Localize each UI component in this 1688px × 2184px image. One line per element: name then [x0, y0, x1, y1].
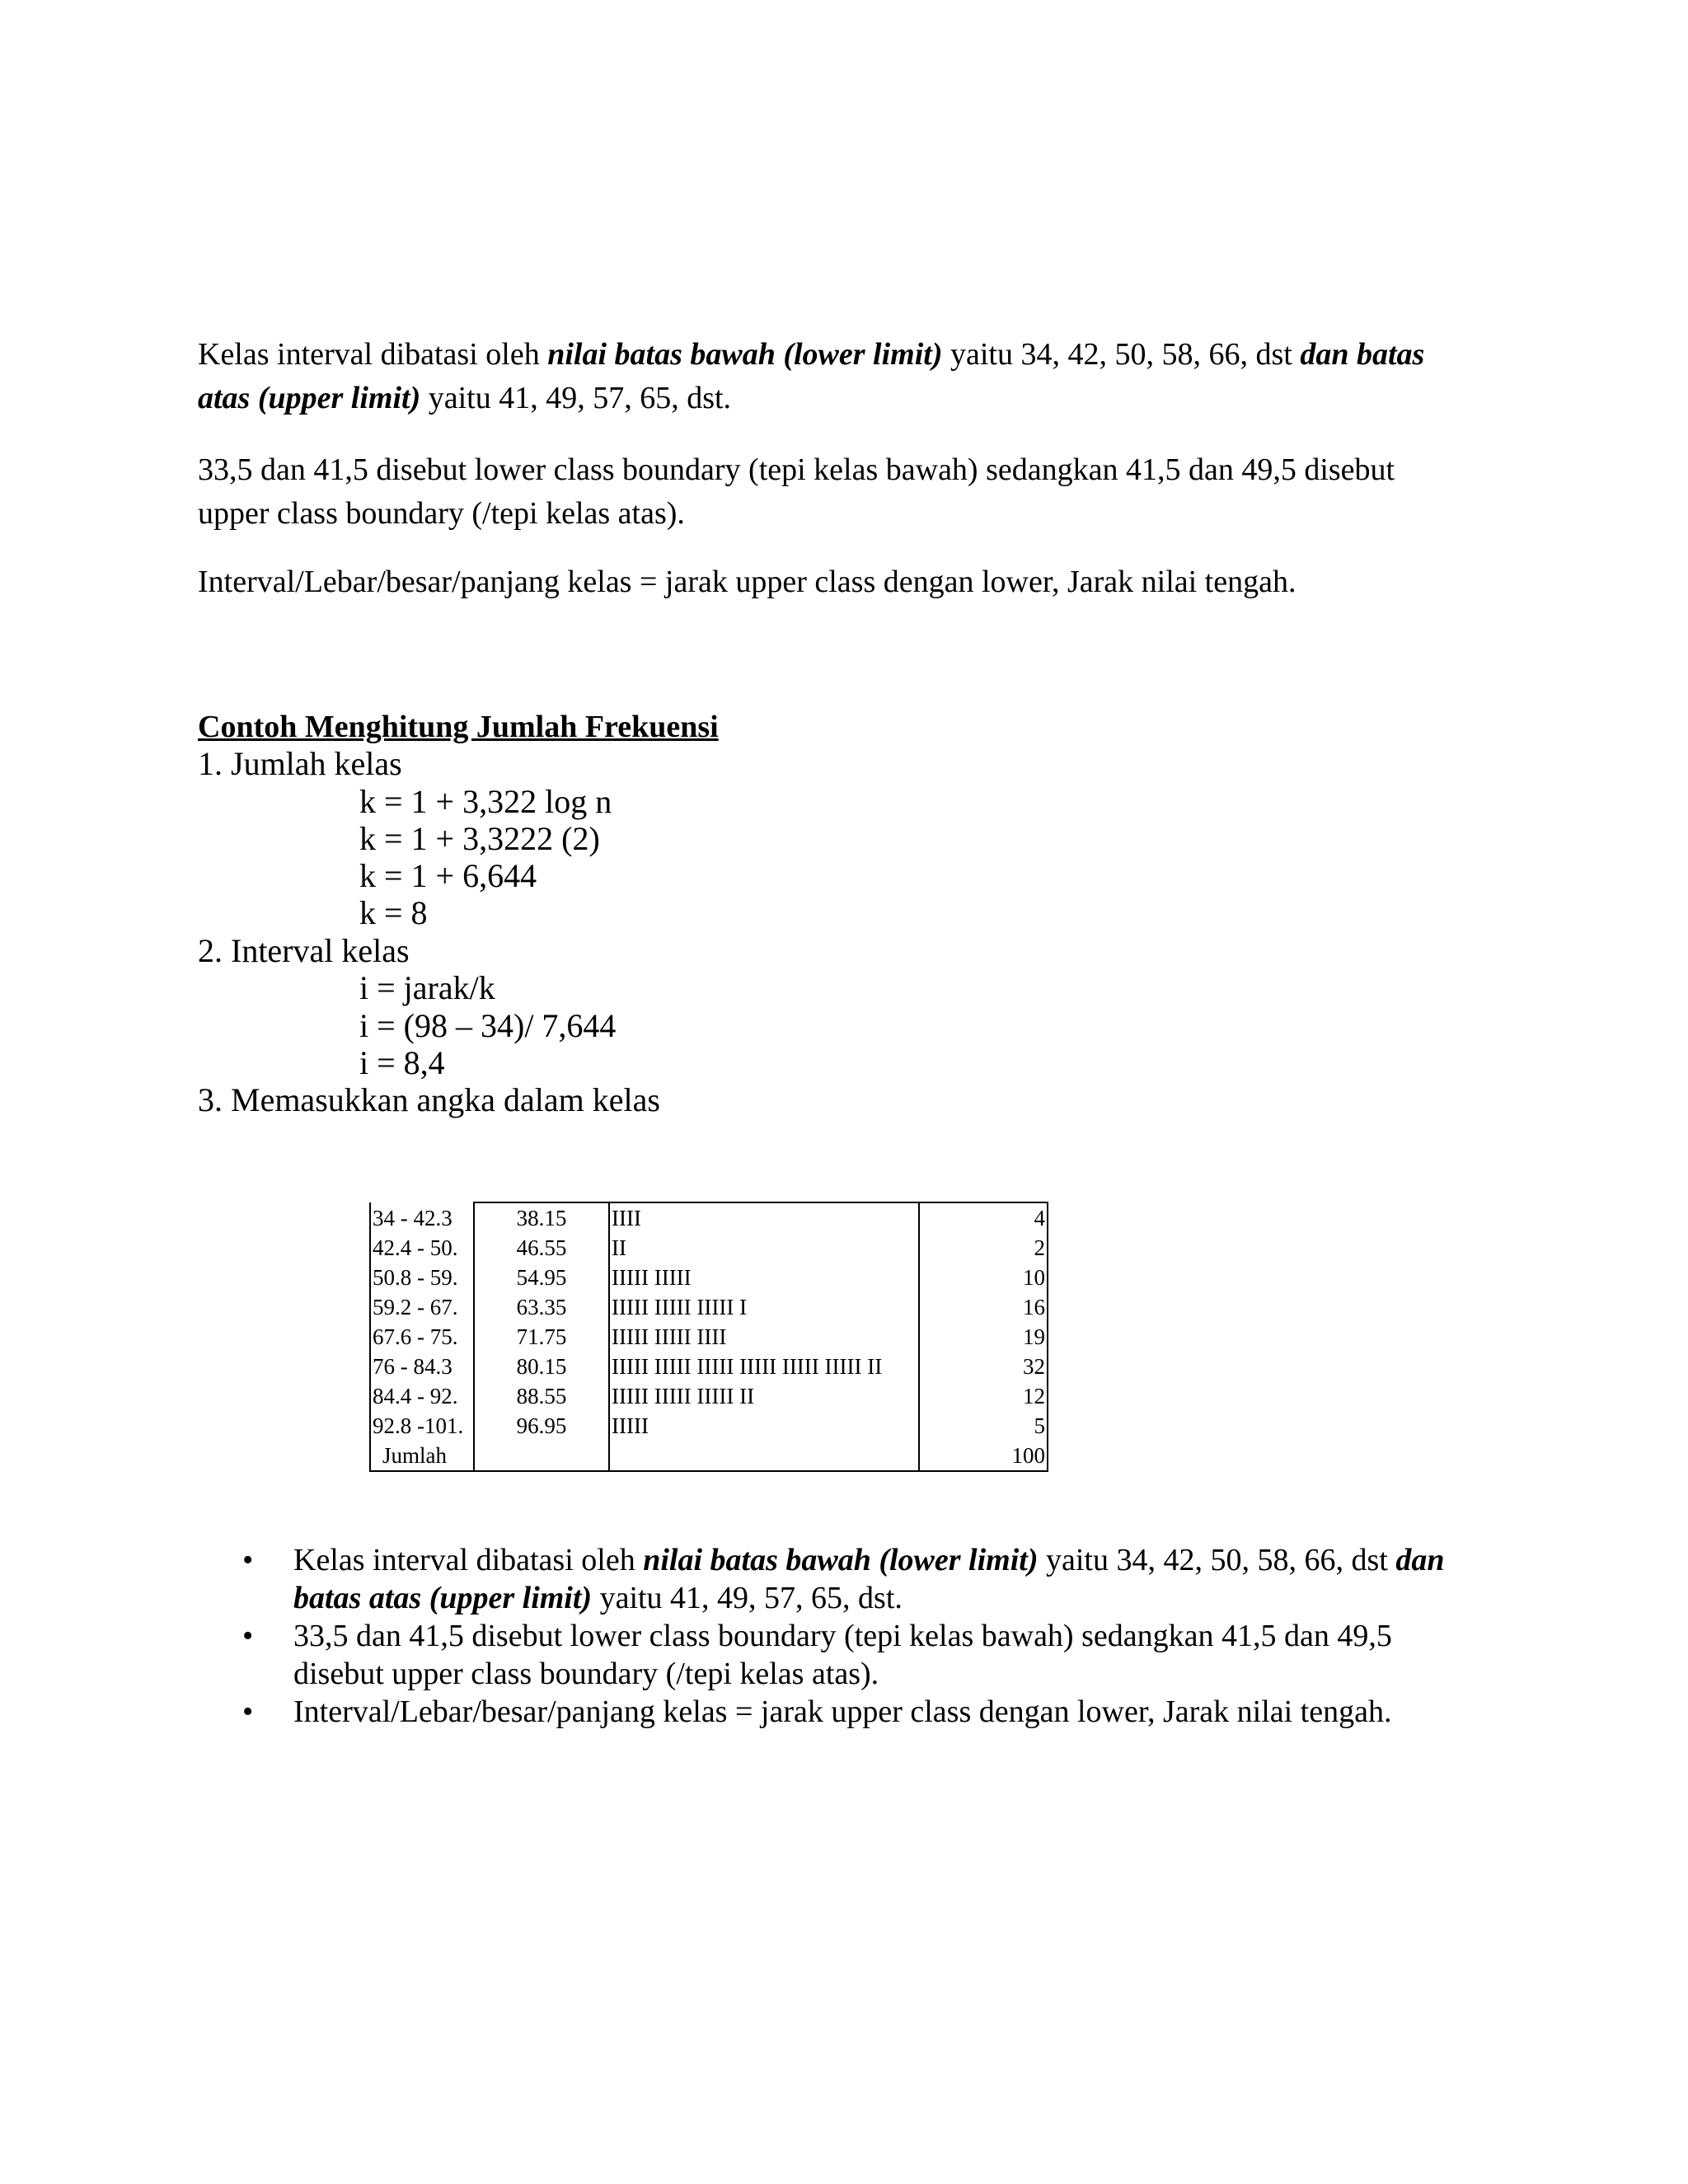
frequency-cell: 16 — [919, 1292, 1048, 1322]
midpoint-cell: 96.95 — [474, 1411, 609, 1441]
bullet-upper-limit-emphasis: dan batas atas (upper limit) — [293, 1543, 1445, 1615]
tally-cell: IIIII IIIII IIIII II — [609, 1381, 919, 1411]
table-row — [370, 1322, 1048, 1352]
frequency-cell: 32 — [919, 1352, 1048, 1381]
midpoint-cell: 80.15 — [474, 1352, 609, 1381]
frequency-cell: 2 — [919, 1233, 1048, 1263]
class-range-cell: 59.2 - 67. — [370, 1292, 474, 1322]
intro-lower-limit-emphasis: nilai batas bawah (lower limit) — [547, 337, 943, 372]
formula-line: k = 8 — [359, 894, 428, 931]
table-row — [370, 1202, 1048, 1233]
midpoint-cell: 54.95 — [474, 1263, 609, 1292]
formula-line: i = jarak/k — [359, 969, 495, 1006]
table-row — [370, 1352, 1048, 1381]
table-row — [370, 1381, 1048, 1411]
step-3-label: 3. Memasukkan angka dalam kelas — [198, 1081, 660, 1118]
intro-text: yaitu 41, 49, 57, 65, dst. — [420, 381, 732, 415]
intro-text: Kelas interval dibatasi oleh — [198, 337, 548, 372]
tally-cell: IIIII — [609, 1411, 919, 1441]
frequency-cell: 12 — [919, 1381, 1048, 1411]
formula-line: k = 1 + 3,322 log n — [359, 783, 612, 820]
class-range-cell: 92.8 -101. — [370, 1411, 474, 1441]
total-value-cell: 100 — [919, 1441, 1048, 1471]
table-row — [370, 1263, 1048, 1292]
intro-text: yaitu 34, 42, 50, 58, 66, dst — [942, 337, 1301, 372]
class-range-cell: 67.6 - 75. — [370, 1322, 474, 1352]
total-label-cell: Jumlah — [370, 1441, 474, 1471]
table-total-row — [370, 1441, 1048, 1471]
step-2-label: 2. Interval kelas — [198, 932, 410, 969]
frequency-cell: 4 — [919, 1202, 1048, 1233]
midpoint-cell: 71.75 — [474, 1322, 609, 1352]
tally-cell: II — [609, 1233, 919, 1263]
empty-cell — [609, 1441, 919, 1471]
intro-paragraph-limits — [198, 333, 1459, 420]
frequency-table — [369, 1202, 1048, 1472]
tally-cell: IIIII IIIII IIIII I — [609, 1292, 919, 1322]
bullet-marker: • — [242, 1694, 254, 1729]
step-1-label: 1. Jumlah kelas — [198, 745, 402, 782]
example-heading: Contoh Menghitung Jumlah Frekuensi — [198, 710, 719, 744]
empty-cell — [474, 1441, 609, 1471]
bullet-text: yaitu 41, 49, 57, 65, dst. — [592, 1581, 903, 1615]
midpoint-cell: 46.55 — [474, 1233, 609, 1263]
bullet-marker: • — [242, 1543, 254, 1577]
midpoint-cell: 63.35 — [474, 1292, 609, 1322]
summary-bullet-list — [231, 1541, 1467, 1731]
formula-line: i = 8,4 — [359, 1044, 445, 1081]
list-item — [231, 1693, 1467, 1731]
bullet-text: 33,5 dan 41,5 disebut lower class boundary (tepi kelas bawah) sedangkan 41,5 dan 49,5 disebut upper class boundary (/tepi kelas atas). — [293, 1619, 1392, 1691]
formula-line: k = 1 + 3,3222 (2) — [359, 820, 600, 857]
list-item — [231, 1541, 1467, 1617]
table-row — [370, 1411, 1048, 1441]
frequency-cell: 10 — [919, 1263, 1048, 1292]
bullet-text: yaitu 34, 42, 50, 58, 66, dst — [1038, 1543, 1396, 1577]
formula-line: i = (98 – 34)/ 7,644 — [359, 1007, 617, 1044]
bullet-text: Kelas interval dibatasi oleh — [293, 1543, 644, 1577]
midpoint-cell: 38.15 — [474, 1202, 609, 1233]
tally-cell: IIIII IIIII IIII — [609, 1322, 919, 1352]
class-range-cell: 34 - 42.3 — [370, 1202, 474, 1233]
tally-cell: IIIII IIIII — [609, 1263, 919, 1292]
frequency-cell: 19 — [919, 1322, 1048, 1352]
intro-upper-limit-emphasis: dan batas atas (upper limit) — [198, 337, 1425, 415]
table-row — [370, 1292, 1048, 1322]
tally-cell: IIIII IIIII IIIII IIIII IIIII IIIII II — [609, 1352, 919, 1381]
intro-paragraph-interval: Interval/Lebar/besar/panjang kelas = jarak upper class dengan lower, Jarak nilai tengah. — [198, 565, 1296, 599]
class-range-cell: 76 - 84.3 — [370, 1352, 474, 1381]
class-range-cell: 42.4 - 50. — [370, 1233, 474, 1263]
frequency-cell: 5 — [919, 1411, 1048, 1441]
bullet-marker: • — [242, 1619, 254, 1653]
class-range-cell: 50.8 - 59. — [370, 1263, 474, 1292]
table-row — [370, 1233, 1048, 1263]
bullet-lower-limit-emphasis: nilai batas bawah (lower limit) — [643, 1543, 1039, 1577]
list-item — [231, 1617, 1467, 1693]
tally-cell: IIII — [609, 1202, 919, 1233]
intro-paragraph-boundary: 33,5 dan 41,5 disebut lower class boundary (tepi kelas bawah) sedangkan 41,5 dan 49,5 disebut upper class boundary (/tepi kelas atas). — [198, 452, 1395, 531]
midpoint-cell: 88.55 — [474, 1381, 609, 1411]
formula-line: k = 1 + 6,644 — [359, 857, 537, 894]
bullet-text: Interval/Lebar/besar/panjang kelas = jarak upper class dengan lower, Jarak nilai tengah. — [293, 1694, 1392, 1729]
class-range-cell: 84.4 - 92. — [370, 1381, 474, 1411]
